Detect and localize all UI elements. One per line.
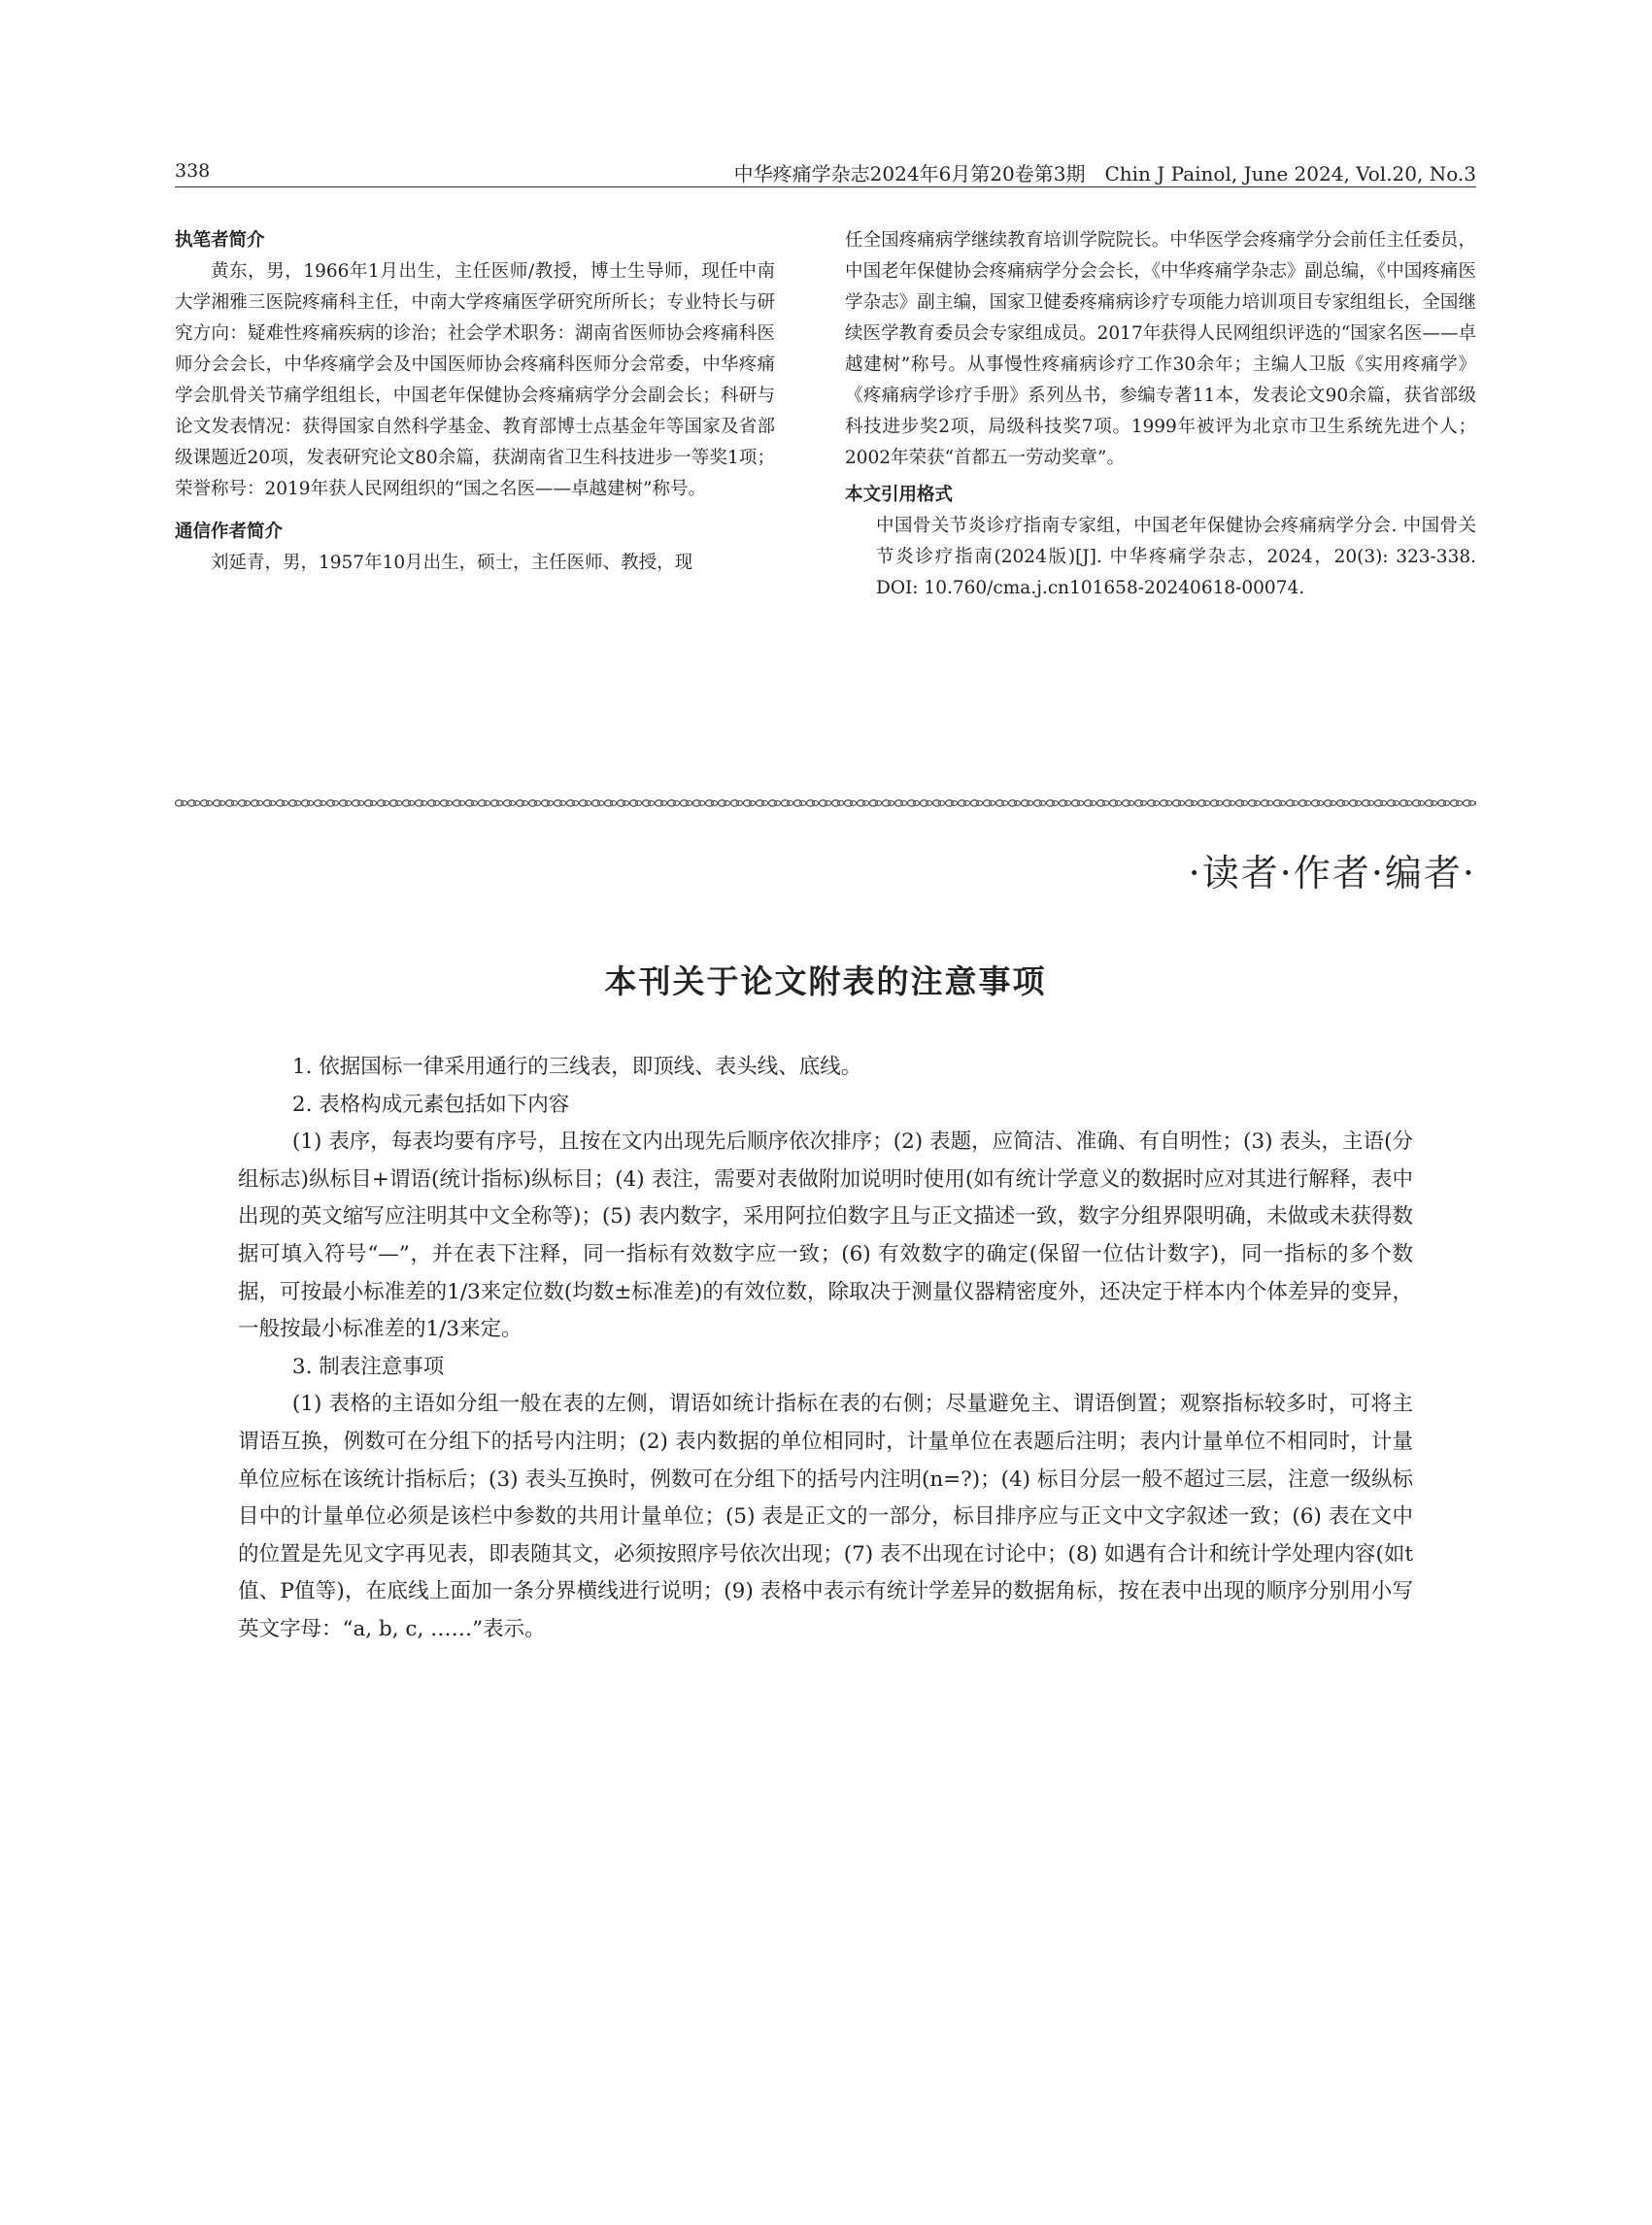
paragraph-2: 2. 表格构成元素包括如下内容 — [291, 1092, 570, 1117]
citation-heading: 本文引用格式 — [845, 485, 954, 505]
author2-heading: 通信作者简介 — [175, 522, 284, 542]
section-label: ·读者·作者·编者· — [1188, 852, 1476, 894]
article-body — [238, 1049, 1413, 1649]
citation-text: 中国骨关节炎诊疗指南专家组，中国老年保健协会疼痛病学分会. 中国骨关节炎诊疗指南(2024版)[J]. 中华疼痛学杂志，2024，20(3): 323-338. DOI: 10.760/cma.j.cn101658-20240618-00074. — [876, 516, 1476, 598]
paragraph-1: 1. 依据国标一律采用通行的三线表，即顶线、表头线、底线。 — [291, 1055, 862, 1079]
ornament-divider — [175, 797, 1476, 809]
page-number: 338 — [175, 160, 211, 182]
author2-bio-part2: 任全国疼痛病学继续教育培训学院院长。中华医学会疼痛学分会前任主任委员，中国老年保健协会疼痛病学分会会长，《中华疼痛学杂志》副总编，《中国疼痛医学杂志》副主编，国家卫健委疼痛病诊疗专项能力培训项目专家组组长，全国继续医学教育委员会专家组成员。2017年获得人民网组织评选的“国家名医——卓越建树”称号。从事慢性疼痛病诊疗工作30余年；主编人卫版《实用疼痛学》《疼痛病学诊疗手册》系列丛书，参编专著11本，发表论文90余篇，获省部级科技进步奖2项，局级科技奖7项。1999年被评为北京市卫生系统先进个人；2002年荣获“首都五一劳动奖章”。 — [845, 230, 1476, 468]
paragraph-4: 3. 制表注意事项 — [291, 1354, 445, 1379]
author2-bio-part1: 刘延青，男，1957年10月出生，硕士，主任医师、教授，现 — [211, 553, 693, 573]
left-column — [175, 225, 775, 579]
right-column — [845, 225, 1476, 604]
paragraph-5: (1) 表格的主语如分组一般在表的左侧，谓语如统计指标在表的右侧；尽量避免主、谓语倒置；观察指标较多时，可将主谓语互换，例数可在分组下的括号内注明；(2) 表内数据的单位相同时，计量单位在表题后注明；表内计量单位不相同时，计量单位应标在该统计指标后；(3) 表头互换时，例数可在分组下的括号内注明(n=?)；(4) 标目分层一般不超过三层，注意一级纵标目中的计量单位必须是该栏中参数的共用计量单位；(5) 表是正文的一部分，标目排序应与正文中文字叙述一致；(6) 表在文中的位置是先见文字再见表，即表随其文，必须按照序号依次出现；(7) 表不出现在讨论中；(8) 如遇有合计和统计学处理内容(如t值、P值等)，在底线上面加一条分界横线进行说明；(9) 表格中表示有统计学差异的数据角标，按在表中出现的顺序分别用小写英文字母：“a, b, c, ……”表示。 — [238, 1392, 1413, 1641]
author1-bio: 黄东，男，1966年1月出生，主任医师/教授，博士生导师，现任中南大学湘雅三医院疼痛科主任，中南大学疼痛医学研究所所长；专业特长与研究方向：疑难性疼痛疾病的诊治；社会学术职务：湖南省医师协会疼痛科医师分会会长，中华疼痛学会及中国医师协会疼痛科医师分会常委，中华疼痛学会肌骨关节痛学组组长，中国老年保健协会疼痛病学分会副会长；科研与论文发表情况：获得国家自然科学基金、教育部博士点基金年等国家及省部级课题近20项，发表研究论文80余篇，获湖南省卫生科技进步一等奖1项；荣誉称号：2019年获人民网组织的“国之名医——卓越建树”称号。 — [175, 261, 775, 499]
article-title: 本刊关于论文附表的注意事项 — [604, 962, 1047, 1000]
author1-heading: 执笔者简介 — [175, 230, 265, 251]
running-header: 中华疼痛学杂志2024年6月第20卷第3期 Chin J Painol, June 2024, Vol.20, No.3 — [733, 162, 1476, 185]
header-rule — [175, 186, 1476, 187]
paragraph-3: (1) 表序，每表均要有序号，且按在文内出现先后顺序依次排序；(2) 表题，应简洁、准确、有自明性；(3) 表头，主语(分组标志)纵标目+谓语(统计指标)纵标目；(4) 表注，需要对表做附加说明时使用(如有统计学意义的数据时应对其进行解释，表中出现的英文缩写应注明其中文全称等)；(5) 表内数字，采用阿拉伯数字且与正文描述一致，数字分组界限明确，未做或未获得数据可填入符号“—”，并在表下注释，同一指标有效数字应一致；(6) 有效数字的确定(保留一位估计数字)，同一指标的多个数据，可按最小标准差的1/3来定位数(均数±标准差)的有效位数，除取决于测量仪器精密度外，还决定于样本内个体差异的变异，一般按最小标准差的1/3来定。 — [238, 1129, 1413, 1342]
